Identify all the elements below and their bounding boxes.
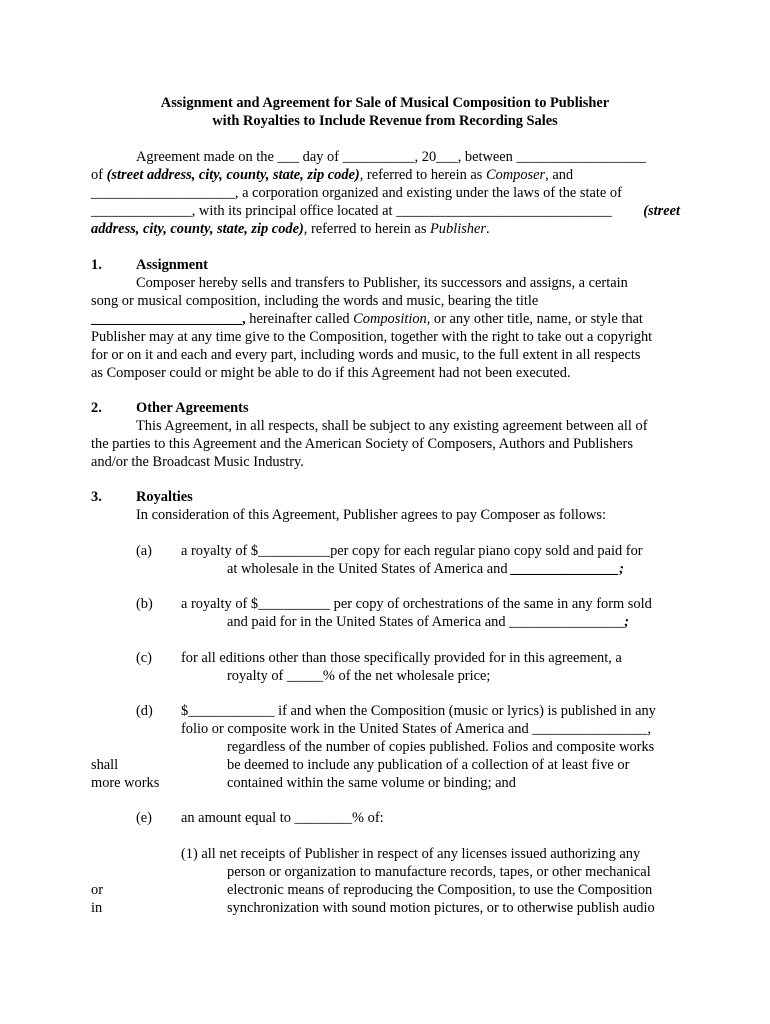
- section-3-heading: Royalties: [136, 489, 193, 505]
- clause-e1-margin-4: in: [91, 900, 103, 916]
- clause-b-label: (b): [136, 596, 153, 612]
- clause-e1-margin-3: or: [91, 882, 103, 898]
- section-2-line-3: and/or the Broadcast Music Industry.: [91, 454, 304, 470]
- section-3-number: 3.: [91, 489, 102, 505]
- clause-c-line-1: for all editions other than those specifically provided for in this agreement, a: [181, 650, 622, 666]
- clause-d-label: (d): [136, 703, 153, 719]
- clause-d-line-2: folio or composite work in the United States of America and ________________,: [181, 721, 652, 737]
- intro-line-4: ______________, with its principal office located at ______________________________ (street: [91, 203, 680, 219]
- clause-e1-line-4: synchronization with sound motion pictures, or to otherwise publish audio: [227, 900, 655, 916]
- document-title-line-1: Assignment and Agreement for Sale of Musical Composition to Publisher: [160, 95, 610, 111]
- section-1-line-5: for or on it and each and every part, including words and music, to the full extent in all respects: [91, 347, 641, 363]
- section-1-line-4: Publisher may at any time give to the Composition, together with the right to take out a copyright: [91, 329, 653, 345]
- clause-c-label: (c): [136, 650, 152, 666]
- clause-a-label: (a): [136, 543, 152, 559]
- section-1-number: 1.: [91, 257, 102, 273]
- clause-a-line-2: at wholesale in the United States of America and _______________;: [227, 561, 624, 577]
- clause-e1-line-2: person or organization to manufacture records, tapes, or other mechanical: [227, 864, 651, 880]
- clause-b-line-1: a royalty of $__________ per copy of orchestrations of the same in any form sold: [181, 596, 652, 612]
- clause-c-line-2: royalty of _____% of the net wholesale price;: [227, 668, 491, 684]
- clause-e1-line-1: (1) all net receipts of Publisher in respect of any licenses issued authorizing any: [181, 846, 641, 862]
- clause-d-line-1: $____________ if and when the Composition (music or lyrics) is published in any: [181, 703, 656, 719]
- document-title-line-2: with Royalties to Include Revenue from Recording Sales: [212, 113, 558, 129]
- intro-line-1: Agreement made on the ___ day of __________, 20___, between __________________: [136, 149, 646, 165]
- clause-a-line-1: a royalty of $__________per copy for each regular piano copy sold and paid for: [181, 543, 643, 559]
- section-2-line-2: the parties to this Agreement and the American Society of Composers, Authors and Publishers: [91, 436, 633, 452]
- section-1-line-6: as Composer could or might be able to do if this Agreement had not been executed.: [91, 365, 571, 381]
- clause-d-line-5: contained within the same volume or binding; and: [227, 775, 516, 791]
- clause-b-line-2: and paid for in the United States of America and ________________;: [227, 614, 630, 630]
- clause-d-margin-4: shall: [91, 757, 119, 773]
- section-3-line-1: In consideration of this Agreement, Publisher agrees to pay Composer as follows:: [136, 507, 606, 523]
- section-1-line-3: _____________________, hereinafter called Composition, or any other title, name, or style that: [91, 311, 643, 327]
- section-2-number: 2.: [91, 400, 102, 416]
- clause-e-label: (e): [136, 810, 152, 826]
- intro-line-5: address, city, county, state, zip code), referred to herein as Publisher.: [91, 221, 490, 237]
- clause-d-margin-5: more works: [91, 775, 160, 791]
- clause-e1-line-3: electronic means of reproducing the Composition, to use the Composition: [227, 882, 653, 898]
- section-1-line-2: song or musical composition, including the words and music, bearing the title: [91, 293, 539, 309]
- clause-d-line-3: regardless of the number of copies published. Folios and composite works: [227, 739, 655, 755]
- section-2-heading: Other Agreements: [136, 400, 249, 416]
- intro-line-2: of (street address, city, county, state, zip code), referred to herein as Composer, and: [91, 167, 574, 183]
- intro-line-3: ____________________, a corporation organized and existing under the laws of the state of: [91, 185, 622, 201]
- section-1-line-1: Composer hereby sells and transfers to Publisher, its successors and assigns, a certain: [136, 275, 628, 291]
- section-1-heading: Assignment: [136, 257, 208, 273]
- clause-d-line-4: be deemed to include any publication of a collection of at least five or: [227, 757, 630, 773]
- section-2-line-1: This Agreement, in all respects, shall be subject to any existing agreement between all of: [136, 418, 648, 434]
- clause-e-line-1: an amount equal to ________% of:: [181, 810, 384, 826]
